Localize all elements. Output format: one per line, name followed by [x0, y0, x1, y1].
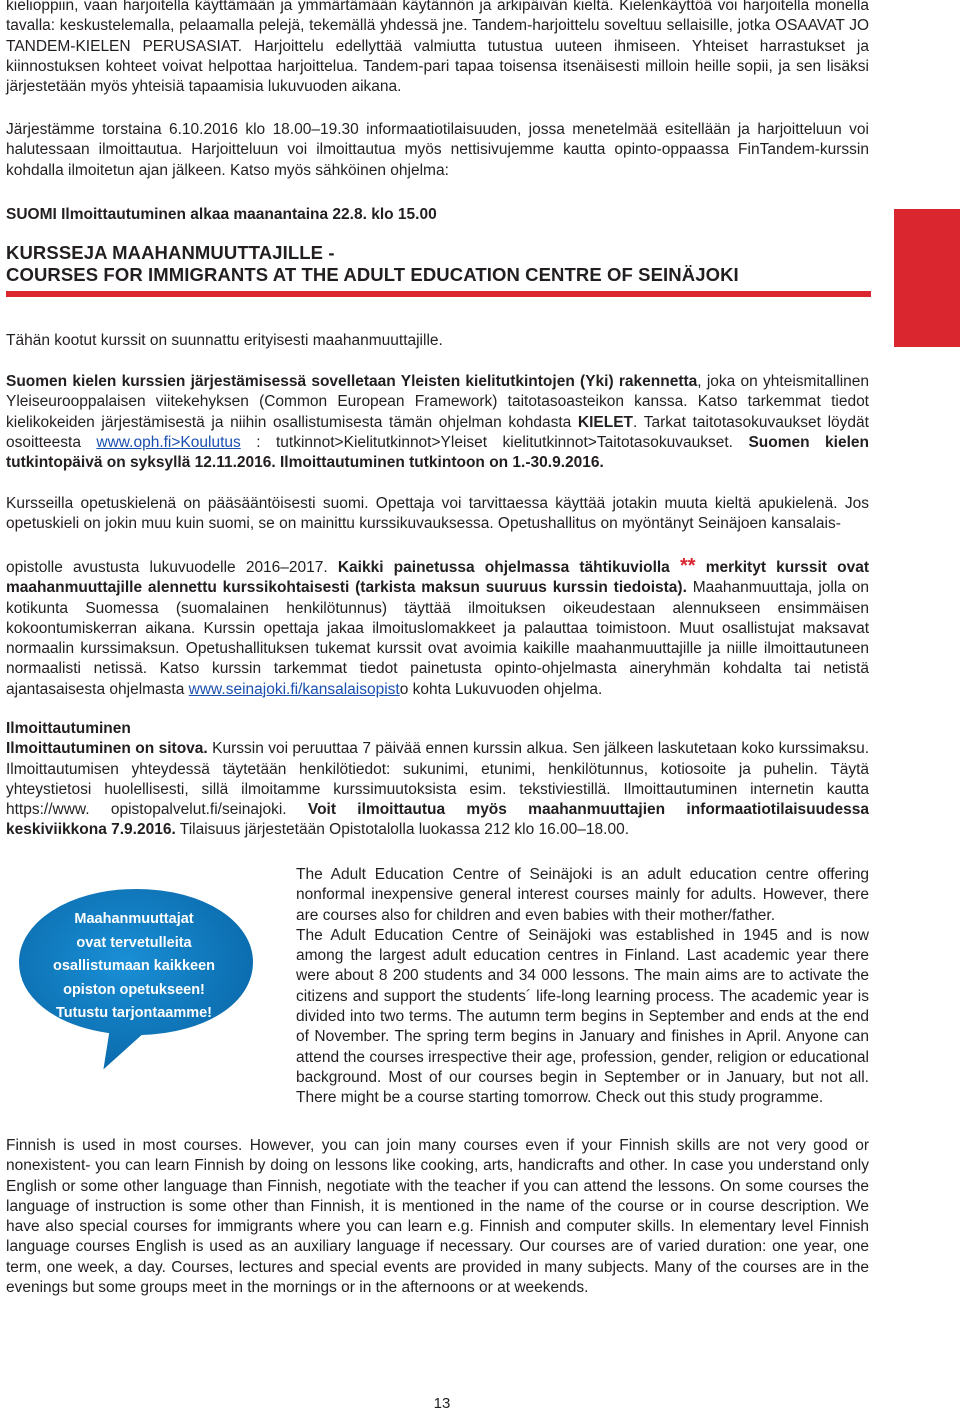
- seinajoki-link[interactable]: www.seinajoki.fi/kansalaisopist: [188, 680, 400, 698]
- bubble-line-1: Maahanmuuttajat: [74, 911, 194, 927]
- welcome-bubble: [10, 880, 262, 1080]
- registration-text-2: Tilaisuus järjestetään Opistotalolla luokassa 212 klo 16.00‒18.00.: [175, 821, 630, 839]
- intro-paragraph: [6, 0, 869, 97]
- yki-bold-3: Suomen kielen tutkintopäivä on syksyllä 12.11.2016. Ilmoittautuminen tutkintoon on 1.-30.9.2016.: [6, 433, 869, 472]
- yki-bold-2: KIELET: [577, 413, 634, 431]
- side-accent-block: [894, 209, 960, 347]
- bubble-text: [40, 908, 228, 1026]
- section-lead: [6, 331, 869, 351]
- language-paragraph-a: [6, 494, 869, 535]
- heading-underline: [6, 291, 871, 297]
- section-lead-text: Tähän kootut kurssit on suunnattu erityisesti maahanmuuttajille.: [6, 332, 443, 349]
- section-heading: [6, 242, 739, 286]
- english-p2: The Adult Education Centre of Seinäjoki was established in 1945 and is now among the largest adult education centres in Finland. Last academic year there were about 8 200 students and 34 000 lessons. The main aims are to activate the citizens and support the students´ life-long learning process. The academic year is divided into two terms. The autumn term begins in September and ends at the end of November. The spring term begins in January and finishes in April. Anyone can attend the courses irrespective their age, profession, gender, religion or educational background. Most of our courses begin in September or in January, but not all. There might be a course starting tomorrow. Check out this study programme.: [296, 926, 869, 1107]
- english-p1: The Adult Education Centre of Seinäjoki is an adult education centre offering nonformal inexpensive general interest courses mainly for adults. However, there are courses also for children and even babies with their mother/father.: [296, 866, 869, 924]
- section-heading-line1: KURSSEJA MAAHANMUUTTAJILLE -: [6, 242, 335, 263]
- registration-start-line: [6, 205, 869, 225]
- registration-title: Ilmoittautuminen: [6, 720, 131, 737]
- registration-bold-2: Voit ilmoittautua myös maahanmuuttajien informaatiotilaisuudessa keskiviikkona 7.9.2016.: [6, 801, 870, 839]
- info-session-text: Järjestämme torstaina 6.10.2016 klo 18.00–19.30 informaatiotilaisuuden, jossa menetelmää esitellään ja harjoitteluun voi halutessaan ilmoittautua. Harjoitteluun voi ilmoittautua myös nettisivujemme kautta opinto-oppaassa FinTandem-kurssin kohdalla ilmoitetun ajan jälkeen. Katso myös sähköinen ohjelma:: [6, 121, 869, 179]
- bubble-line-2: ovat tervetulleita: [76, 934, 192, 951]
- language-text-3: Maahanmuuttaja, jolla on kotikunta Suomessa (suomalainen henkilötunnus) täyttää ilmoituksen oikeudestaan alennukseen ensimmäisen kokoontumiskerran aikana. Kurssin opettaja jakaa ilmoituslomakkeet ja palauttaa toimistoon. Muut osallistujat maksavat normaalin kurssimaksun. Opetushallituksen tukemat kurssit ovat avoimia kaikille maahanmuuttajille ja niille ilmoittautuneen normaalisti netissä. Katso kurssin tarkemmat tiedot painetusta opinto-ohjelmasta aineryhmän kohdalta tai netistä ajantasaisesta ohjelmasta: [6, 579, 869, 698]
- english-intro-column: [296, 865, 869, 1109]
- language-paragraph-b: [6, 556, 869, 700]
- language-text-1: Kursseilla opetuskielenä on pääsääntöisesti suomi. Opettaja voi tarvittaessa käyttää jotakin muuta kieltä apukielenä. Jos opetuskieli on jokin muu kuin suomi, se on mainittu kurssikuvauksessa. Opetushallitus on myöntänyt Seinäjoen kansalais-: [6, 495, 869, 533]
- yki-text-1: , joka on yhteismitallinen Yleiseurooppalaisen viitekehyksen (Common European Framework) taitotasoasteikon kanssa. Katso tarkemmat tiedot kielikokeiden järjestämisestä ja niihin osallistumisesta tämän ohjelman kohdasta: [6, 373, 870, 431]
- language-bold-2: merkityt kurssit ovat maahanmuuttajille alennettu kurssikohtaisesti (tarkista maksun suuruus kurssin tiedoista).: [6, 559, 869, 597]
- registration-start-text: SUOMI Ilmoittautuminen alkaa maanantaina 22.8. klo 15.00: [6, 206, 437, 223]
- bubble-line-4: opiston opetukseen!: [63, 981, 205, 998]
- yki-text-3: : tutkinnot>Kielitutkinnot>Yleiset kielitutkinnot>Taitotasokuvaukset.: [240, 433, 749, 451]
- yki-text-2: . Tarkat taitotasokuvaukset löydät osoitteesta: [6, 413, 869, 451]
- registration-text-1: Kurssin voi peruuttaa 7 päivää ennen kurssin alkua. Sen jälkeen laskutetaan koko kurssimaksu. Ilmoittautumisen yhteydessä täytetään henkilötiedot: sukunimi, etunimi, henkilötunnus, kotiosoite ja puhelin. Täytä yhteystietosi huolellisesti, sillä ilmoitamme kurssimuutoksista esim. tekstiviestillä. Ilmoittautuminen internetin kautta https://www. opistopalvelut.fi/seinajoki.: [6, 740, 870, 819]
- yki-bold-1: Suomen kielen kurssien järjestämisessä sovelletaan Yleisten kielitutkintojen (Yki) rakennetta: [6, 373, 698, 390]
- language-bold-1: Kaikki painetussa ohjelmassa tähtikuviolla: [337, 559, 670, 576]
- registration-section: [6, 719, 869, 841]
- language-text-4: o kohta Lukuvuoden ohjelma.: [399, 680, 603, 698]
- bubble-line-5: Tutustu tarjontaamme!: [55, 1005, 213, 1021]
- english-paragraph: [6, 1136, 869, 1298]
- page-number: 13: [433, 1395, 451, 1412]
- language-text-2: opistolle avustusta lukuvuodelle 2016‒2017.: [6, 559, 338, 576]
- english-p3: Finnish is used in most courses. However, you can join many courses even if your Finnish skills are not very good or nonexistent- you can learn Finnish by doing on lessons like cooking, arts, handicrafts and other. In case you understand only English or some other language than Finnish, negotiate with the teacher if you can attend the lessons. On some courses the language of instruction is some other than Finnish, it is mentioned in the name of the course or in course description. We have also special courses for immigrants where you can learn e.g. Finnish and computer skills. In elementary level Finnish language courses English is used as an auxiliary language if necessary. Our courses are of varied duration: one year, one term, one week, a day. Courses, lectures and special events are provided in many subjects. Many of the courses are in the evenings but some groups meet in the mornings or in the afternoons or at weekends.: [6, 1137, 869, 1297]
- oph-link[interactable]: www.oph.fi>Koulutus: [96, 433, 241, 451]
- yki-paragraph: [6, 372, 869, 473]
- star-marker-icon: **: [679, 555, 696, 577]
- info-session-paragraph: [6, 120, 869, 181]
- bubble-line-3: osallistumaan kaikkeen: [53, 958, 215, 974]
- section-heading-line2: COURSES FOR IMMIGRANTS AT THE ADULT EDUCATION CENTRE OF SEINÄJOKI: [6, 264, 739, 285]
- intro-text: kielioppiin, vaan harjoitella käyttämään ja ymmärtämään käytännön ja arkipäivän kieltä. Kielenkäyttöä voi harjoitella monella tavalla: keskustelemalla, pelaamalla pelejä, tekemällä yhdessä jne. Tandem-harjoittelu soveltuu sellaisille, jotka OSAAVAT JO TANDEM-KIELEN PERUSASIAT. Harjoittelu edellyttää valmiutta tutustua uuteen ihmiseen. Yhteiset harrastukset ja kiinnostuksen kohteet voivat helpottaa harjoittelua. Tandem-pari tapaa toisensa itsenäisesti milloin heille sopii, ja sen lisäksi järjestetään myös yhteisiä tapaamisia lukuvuoden aikana.: [6, 0, 869, 96]
- registration-bold-1: Ilmoittautuminen on sitova.: [6, 740, 208, 758]
